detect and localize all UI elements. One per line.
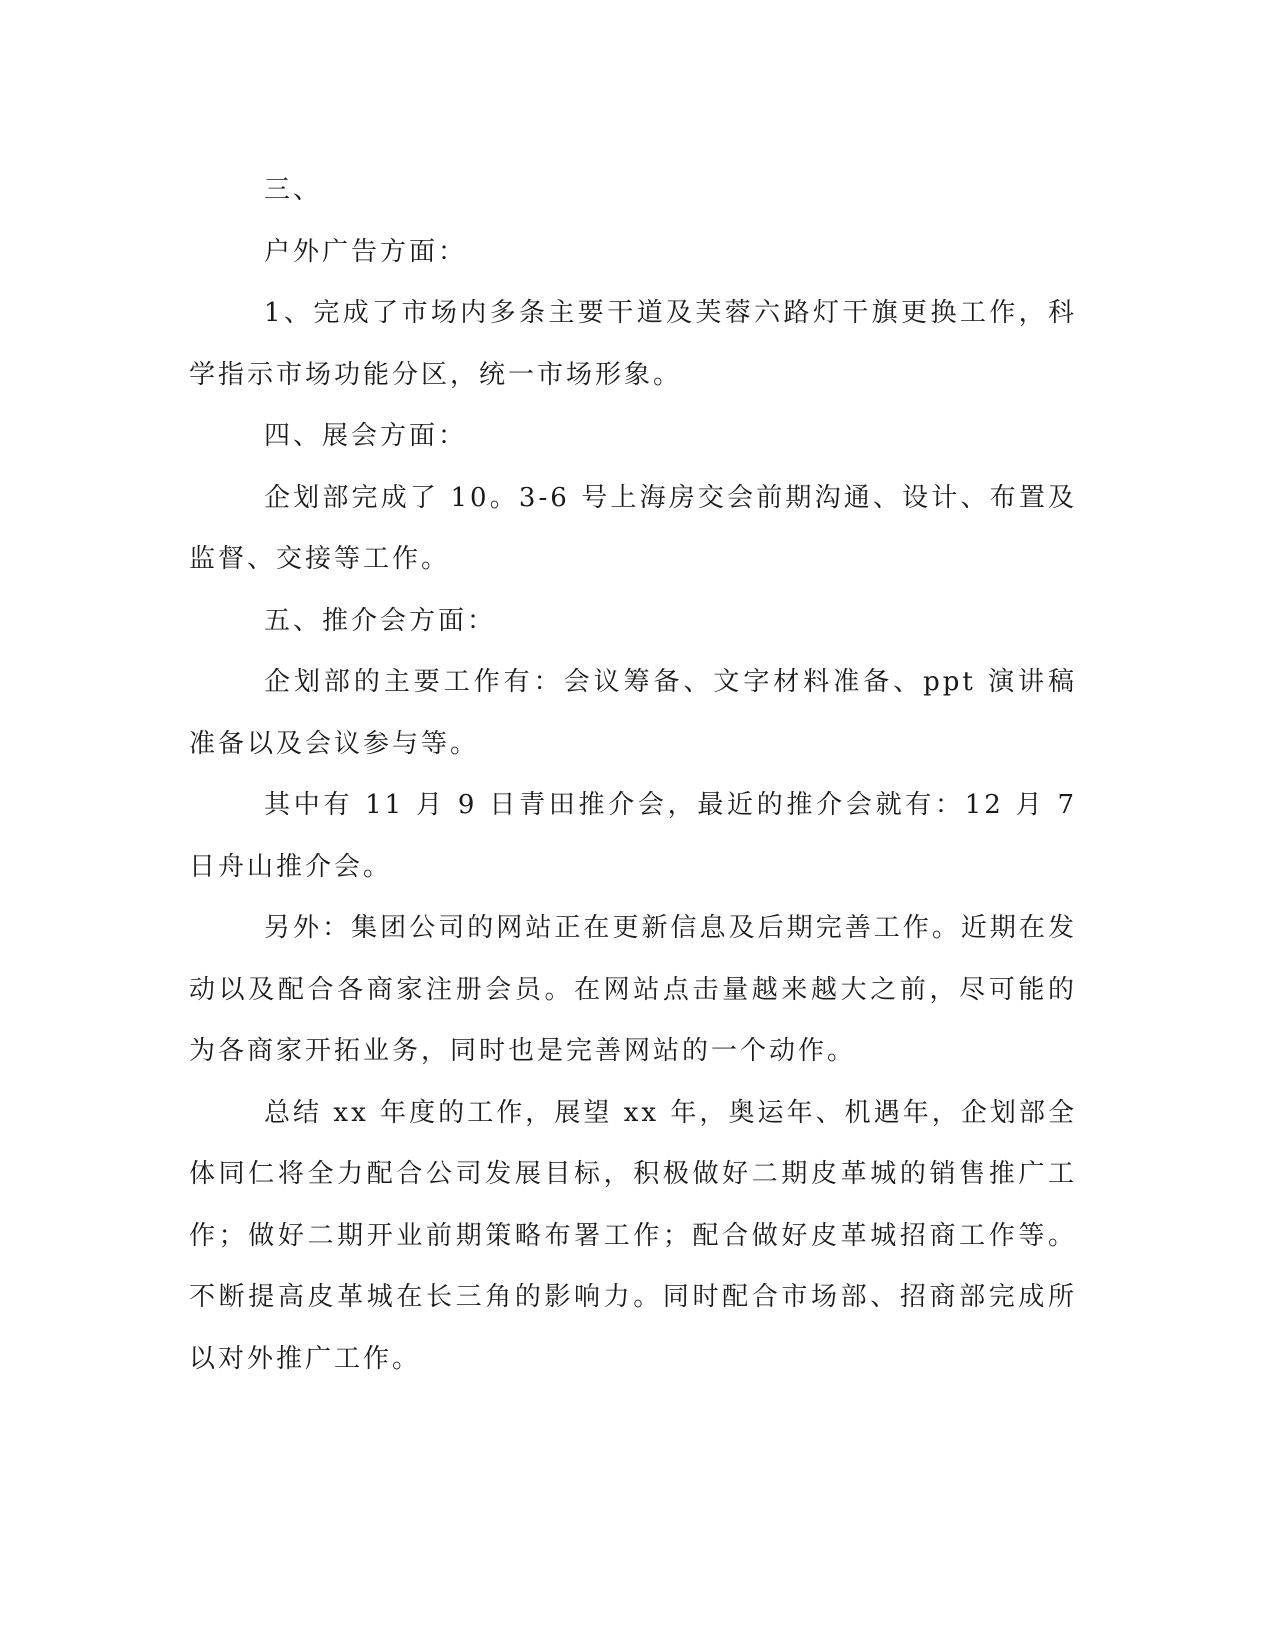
document-body bbox=[189, 160, 1077, 1390]
paragraph-promotion-work: 企划部的主要工作有：会议筹备、文字材料准备、ppt 演讲稿准备以及会议参与等。 bbox=[189, 667, 1077, 759]
paragraph-website: 另外：集团公司的网站正在更新信息及后期完善工作。近期在发动以及配合各商家注册会员。在网站点击量越来越大之前，尽可能的为各商家开拓业务，同时也是完善网站的一个动作。 bbox=[189, 913, 1077, 1066]
paragraph-promotion-dates: 其中有 11 月 9 日青田推介会，最近的推介会就有：12 月 7 日舟山推介会。 bbox=[189, 790, 1077, 882]
heading-exhibition: 四、展会方面： bbox=[264, 421, 468, 451]
heading-section-three: 三、 bbox=[264, 175, 323, 205]
paragraph-outdoor-ads-item: 1、完成了市场内多条主要干道及芙蓉六路灯干旗更换工作，科学指示市场功能分区，统一市场形象。 bbox=[189, 298, 1077, 390]
paragraph-summary: 总结 xx 年度的工作，展望 xx 年，奥运年、机遇年，企划部全体同仁将全力配合公司发展目标，积极做好二期皮革城的销售推广工作；做好二期开业前期策略布署工作；配合做好皮革城招商工作等。不断提高皮革城在长三角的影响力。同时配合市场部、招商部完成所以对外推广工作。 bbox=[189, 1097, 1077, 1374]
paragraph-exhibition: 企划部完成了 10。3-6 号上海房交会前期沟通、设计、布置及监督、交接等工作。 bbox=[189, 482, 1077, 574]
heading-promotion-meeting: 五、推介会方面： bbox=[264, 605, 497, 636]
heading-outdoor-ads: 户外广告方面： bbox=[264, 236, 468, 267]
